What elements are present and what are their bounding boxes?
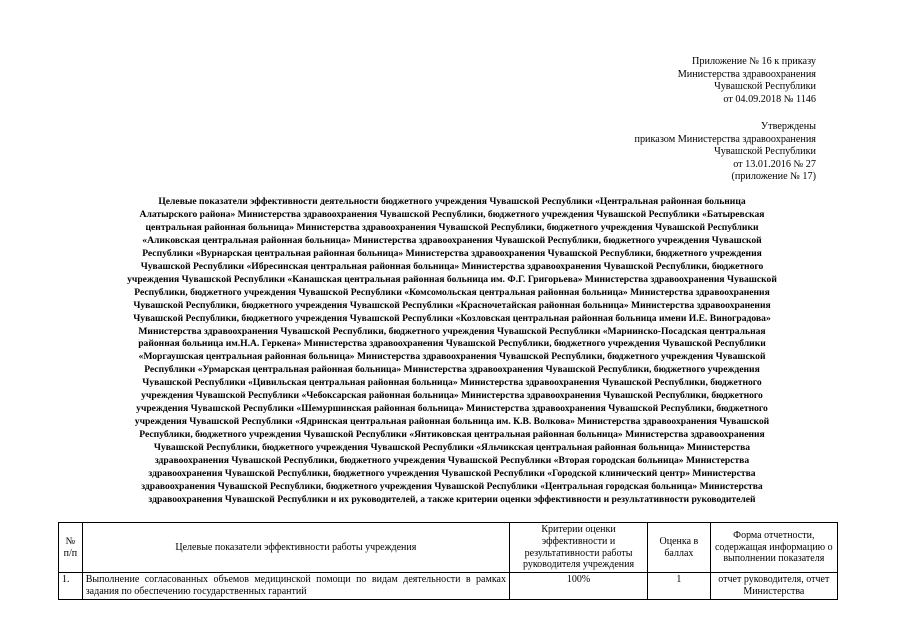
title-line: центральная районная больница» Министерства здравоохранения Чувашской Республики, бюджетного учреждения Чувашской Республики bbox=[145, 221, 759, 233]
table-row bbox=[59, 573, 838, 600]
approval-line: Чувашской Республики bbox=[714, 146, 816, 158]
cell-score: 1 bbox=[648, 573, 711, 600]
table-header-row bbox=[59, 523, 838, 573]
title-line: «Моргаушская центральная районная больница» Министерства здравоохранения Чувашской Республики, бюджетного учреждения Чувашской bbox=[138, 351, 766, 363]
title-line: учреждения Чувашской Республики «Ядринская центральная районная больница им. К.В. Волкова» Министерства здравоохранения Чувашской bbox=[134, 416, 770, 428]
cell-report-form: отчет руководителя, отчет Министерства bbox=[710, 573, 837, 600]
title-line: Чувашской Республики, бюджетного учреждения Чувашской Республики «Красночетайская районная больница» Министерства здравоохранения bbox=[133, 299, 771, 311]
appendix-line: Министерства здравоохранения bbox=[677, 68, 816, 80]
title-line: здравоохранения Чувашской Республики, бюджетного учреждения Чувашской Республики «Центральная городская больница» Министерства bbox=[141, 480, 763, 492]
header-score: Оценка в баллах bbox=[648, 523, 711, 573]
indicators-table bbox=[58, 522, 838, 600]
title-line: Целевые показатели эффективности деятельности бюджетного учреждения Чувашской Республики «Центральная районная больница bbox=[158, 196, 746, 207]
title-line: Республики, бюджетного учреждения Чувашской Республики «Комсомольская центральная районная больница» Министерства здравоохранения bbox=[134, 286, 770, 298]
title-line: Чувашской Республики, бюджетного учреждения Чувашской Республики «Яльчикская центральная районная больница» Министерства bbox=[153, 442, 751, 454]
approval-line: (приложение № 17) bbox=[731, 171, 816, 183]
cell-number: 1. bbox=[59, 573, 83, 600]
title-line: здравоохранения Чувашской Республики, бюджетного учреждения Чувашской Республики «Городской клинический центр» Министерства bbox=[148, 468, 756, 480]
title-line: учреждения Чувашской Республики «Канашская центральная районная больница им. Ф.Г. Григорьева» Министерства здравоохранения Чувашской bbox=[127, 273, 777, 285]
header-criteria: Критерии оценки эффективности и результативности работы руководителя учреждения bbox=[509, 523, 647, 573]
appendix-line: Чувашской Республики bbox=[714, 81, 816, 93]
title-line: Чувашской Республики, бюджетного учреждения Чувашской Республики «Козловская центральная районная больница имени И.Е. Виноградова» bbox=[133, 312, 771, 324]
title-line: Чувашской Республики «Ибресинская центральная районная больница» Министерства здравоохранения Чувашской Республики, бюджетного bbox=[140, 260, 764, 272]
cell-indicator: Выполнение согласованных объемов медицинской помощи по видам деятельности в рамках задания по обеспечению государственных гарантий bbox=[82, 573, 509, 600]
title-line: здравоохранения Чувашской Республики, бюджетного учреждения Чувашской Республики «Вторая городская больница» Министерства bbox=[154, 455, 750, 467]
header-number: № п/п bbox=[59, 523, 83, 573]
approval-line: от 13.01.2016 № 27 bbox=[733, 158, 816, 170]
title-line: Республики «Вурнарская центральная районная больница» Министерства здравоохранения Чувашской Республики, бюджетного учреждения bbox=[142, 247, 762, 259]
title-line: Чувашской Республики «Цивильская центральная районная больница» Министерства здравоохранения Чувашской Республики, бюджетного bbox=[142, 377, 762, 389]
title-line: Республики «Урмарская центральная районная больница» Министерства здравоохранения Чувашской Республики, бюджетного учреждения bbox=[144, 364, 760, 376]
approval-note bbox=[635, 121, 816, 184]
document-title bbox=[58, 196, 846, 507]
approval-line: Утверждены bbox=[760, 121, 816, 132]
appendix-line: от 04.09.2018 № 1146 bbox=[723, 93, 816, 105]
title-line: здравоохранения Чувашской Республики и их руководителей, а также критерии оценки эффективности и результативности руководителей bbox=[148, 493, 756, 505]
cell-criteria: 100% bbox=[509, 573, 647, 600]
title-line: Алатырского района» Министерства здравоохранения Чувашской Республики, бюджетного учреждения Чувашской Республики «Батыревская bbox=[139, 208, 765, 220]
approval-line: приказом Министерства здравоохранения bbox=[634, 133, 816, 145]
title-line: районная больница им.Н.А. Геркена» Министерства здравоохранения Чувашской Республики, бюджетного учреждения Чувашской Республики bbox=[138, 338, 766, 350]
title-line: «Аликовская центральная районная больница» Министерства здравоохранения Чувашской Республики, бюджетного учреждения Чувашской bbox=[142, 234, 762, 246]
title-line: Республики, бюджетного учреждения Чувашской Республики «Янтиковская центральная районная больница» Министерства здравоохранения bbox=[139, 429, 765, 441]
title-line: Министерства здравоохранения Чувашской Республики, бюджетного учреждения Чувашской Республики «Мариинско-Посадская центральная bbox=[138, 325, 766, 337]
header-report-form: Форма отчетности, содержащая информацию о выполнении показателя bbox=[710, 523, 837, 573]
appendix-reference bbox=[678, 56, 816, 106]
title-line: учреждения Чувашской Республики «Чебоксарская районная больница» Министерства здравоохранения Чувашской Республики, бюджетного bbox=[141, 390, 763, 402]
appendix-line: Приложение № 16 к приказу bbox=[692, 56, 816, 67]
header-indicator: Целевые показатели эффективности работы учреждения bbox=[82, 523, 509, 573]
title-line: учреждения Чувашской Республики «Шемуршинская районная больница» Министерства здравоохранения Чувашской Республики, бюджетного bbox=[136, 403, 768, 415]
